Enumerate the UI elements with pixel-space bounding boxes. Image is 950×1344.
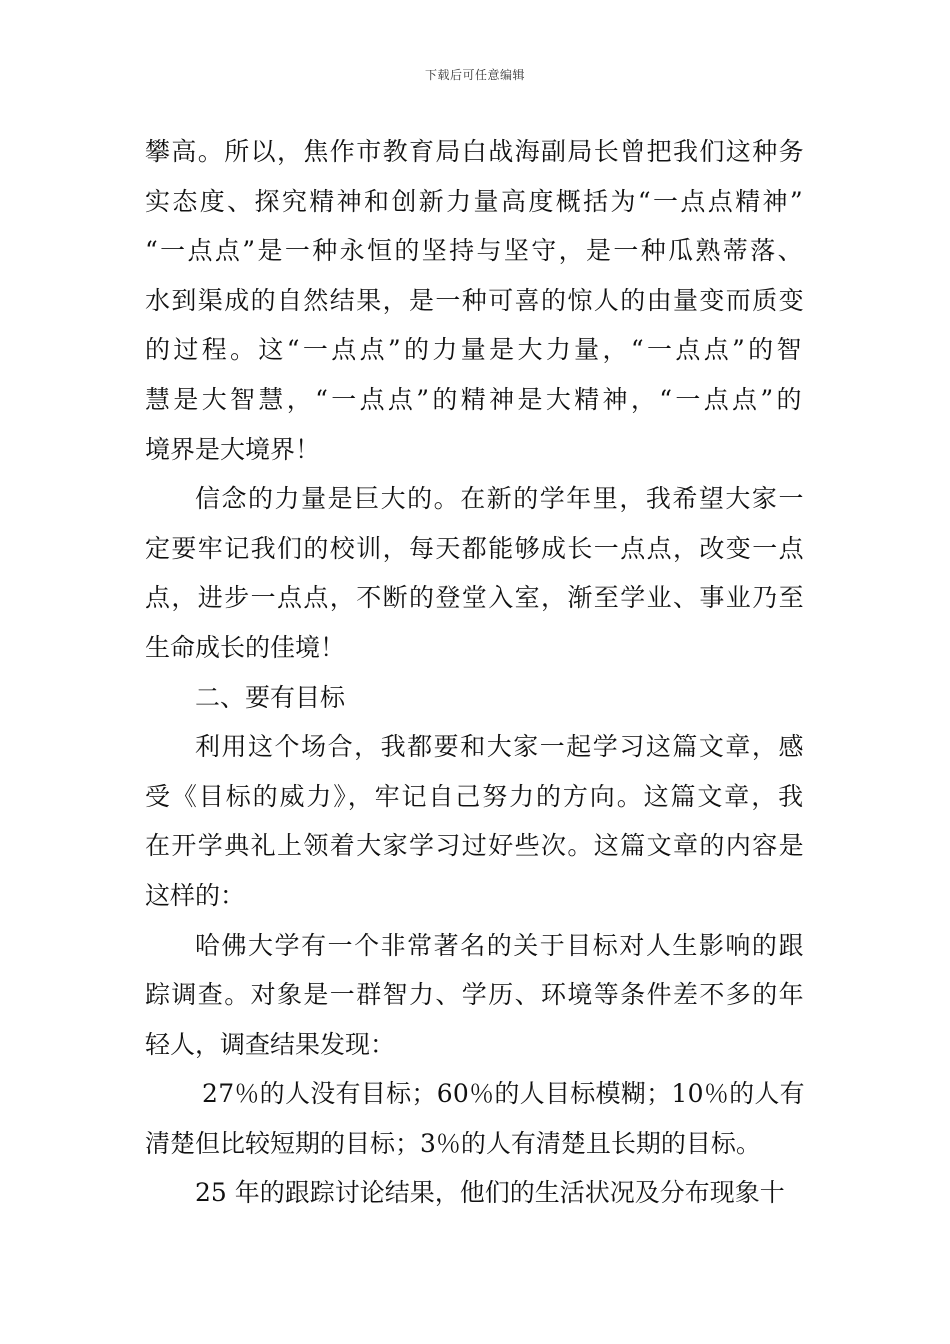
paragraph-line: 的过程。这“一点点”的力量是大力量，“一点点”的智 xyxy=(145,335,805,365)
paragraph-line: 清楚但比较短期的目标；3％的人有清楚且长期的目标。 xyxy=(145,1128,761,1158)
paragraph-line: 定要牢记我们的校训，每天都能够成长一点点，改变一点 xyxy=(145,533,805,563)
paragraph-line: 踪调查。对象是一群智力、学历、环境等条件差不多的年 xyxy=(145,980,805,1010)
paragraph xyxy=(145,127,805,474)
paragraph-line: 哈佛大学有一个非常著名的关于目标对人生影响的跟 xyxy=(195,930,805,960)
paragraph xyxy=(145,921,805,1070)
paragraph xyxy=(145,722,805,920)
paragraph xyxy=(145,673,805,723)
paragraph-line: 这样的： xyxy=(145,880,246,910)
paragraph-line: 生命成长的佳境！ xyxy=(145,632,346,662)
paragraph-line: 25 年的跟踪讨论结果，他们的生活状况及分布现象十 xyxy=(195,1178,785,1208)
page-header: 下载后可任意编辑 xyxy=(424,68,525,82)
document-body xyxy=(145,127,805,1218)
paragraph xyxy=(145,474,805,672)
paragraph-line: 慧是大智慧，“一点点”的精神是大精神，“一点点”的 xyxy=(145,384,805,414)
paragraph-line: “一点点”是一种永恒的坚持与坚守，是一种瓜熟蒂落、 xyxy=(145,236,805,266)
paragraph-line: 境界是大境界！ xyxy=(145,434,321,464)
paragraph-line: 二、要有目标 xyxy=(195,682,346,712)
paragraph-line: 受《目标的威力》，牢记自己努力的方向。这篇文章，我 xyxy=(145,781,805,811)
paragraph-line: 利用这个场合，我都要和大家一起学习这篇文章，感 xyxy=(195,732,805,762)
paragraph xyxy=(145,1168,805,1218)
paragraph-line: 27％的人没有目标；60％的人目标模糊；10％的人有 xyxy=(202,1079,805,1109)
paragraph-line: 攀高。所以，焦作市教育局白战海副局长曾把我们这种务 xyxy=(145,137,805,166)
paragraph-line: 水到渠成的自然结果，是一种可喜的惊人的由量变而质变 xyxy=(145,285,805,315)
paragraph-line: 在开学典礼上领着大家学习过好些次。这篇文章的内容是 xyxy=(145,831,805,861)
paragraph-line: 实态度、探究精神和创新力量高度概括为“一点点精神” xyxy=(145,186,805,216)
paragraph-line: 点，进步一点点，不断的登堂入室，渐至学业、事业乃至 xyxy=(145,583,805,613)
paragraph-line: 轻人，调查结果发现： xyxy=(145,1029,396,1059)
paragraph-line: 信念的力量是巨大的。在新的学年里，我希望大家一 xyxy=(195,484,805,514)
paragraph xyxy=(145,1069,805,1168)
